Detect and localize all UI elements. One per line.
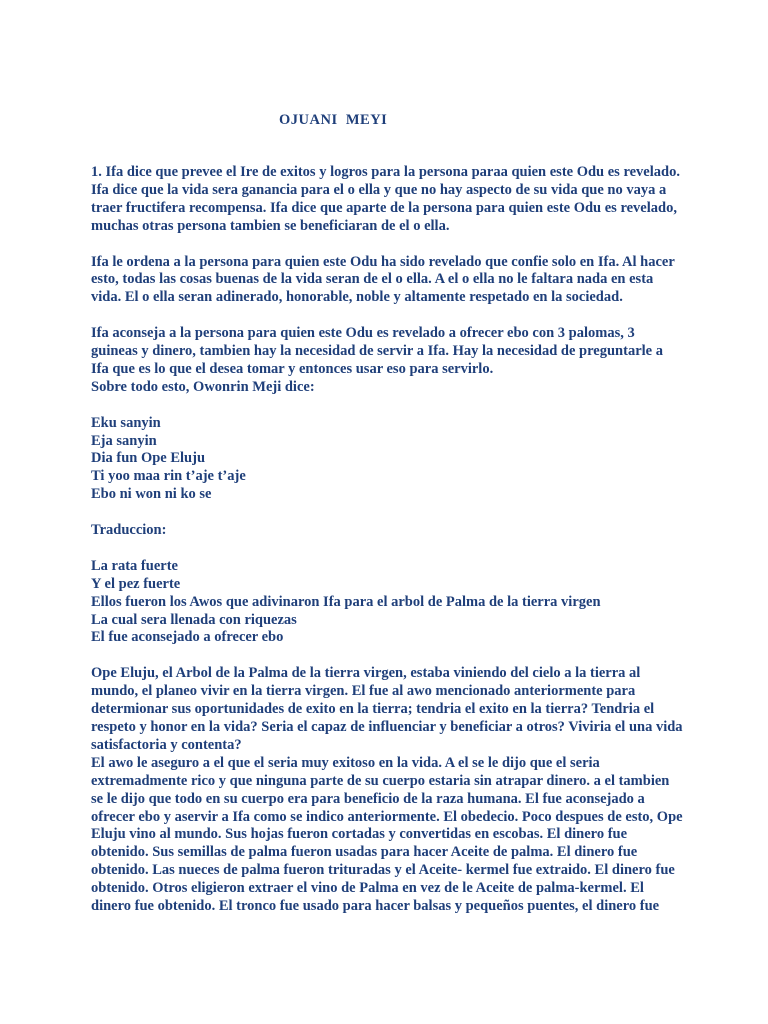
text-line: traer fructifera recompensa. Ifa dice que aparte de la persona para quien este Odu es revelado, bbox=[91, 199, 677, 216]
text-line: Ellos fueron los Awos que adivinaron Ifa para el arbol de Palma de la tierra virgen bbox=[91, 593, 601, 610]
text-line: Ifa que es lo que el desea tomar y entonces usar eso para servirlo. bbox=[91, 360, 494, 377]
text-line: Eku sanyin bbox=[91, 414, 161, 431]
text-line: El awo le aseguro a el que el seria muy exitoso en la vida. A el se le dijo que el seria bbox=[91, 754, 600, 771]
text-line: Ifa dice que la vida sera ganancia para el o ella y que no hay aspecto de su vida que no vaya a bbox=[91, 181, 667, 198]
text-line: determionar sus oportunidades de exito en la tierra; tendria el exito en la tierra? Tendria el bbox=[91, 701, 655, 718]
text-line: Ifa aconseja a la persona para quien este Odu es revelado a ofrecer ebo con 3 palomas, 3 bbox=[91, 325, 635, 342]
text-line: obtenido. Sus semillas de palma fueron usadas para hacer Aceite de palma. El dinero fue bbox=[91, 844, 638, 861]
text-line: extremadmente rico y que ninguna parte de su cuerpo estaria sin atrapar dinero. a el tambien bbox=[91, 772, 670, 789]
text-line: Eluju vino al mundo. Sus hojas fueron cortadas y convertidas en escobas. El dinero fue bbox=[91, 826, 628, 843]
paragraph-gap bbox=[91, 504, 721, 522]
paragraph-gap bbox=[91, 236, 721, 254]
text-line: esto, todas las cosas buenas de la vida seran de el o ella. A el o ella no le faltara nada en esta bbox=[91, 271, 654, 288]
text-line: Sobre todo esto, Owonrin Meji dice: bbox=[91, 378, 315, 395]
paragraph-gap bbox=[91, 397, 721, 415]
page-title: OJUANI MEYI bbox=[279, 112, 388, 128]
text-line: muchas otras persona tambien se beneficiaran de el o ella. bbox=[91, 217, 450, 234]
text-line: El fue aconsejado a ofrecer ebo bbox=[91, 629, 284, 646]
paragraph-gap bbox=[91, 647, 721, 665]
text-line: Ope Eluju, el Arbol de la Palma de la tierra virgen, estaba viniendo del cielo a la tierra al bbox=[91, 665, 641, 682]
text-line: Ifa le ordena a la persona para quien este Odu ha sido revelado que confie solo en Ifa. Al hacer bbox=[91, 253, 675, 270]
text-line: obtenido. Las nueces de palma fueron trituradas y el Aceite- kermel fue extraido. El dinero fue bbox=[91, 862, 675, 879]
text-line: guineas y dinero, tambien hay la necesidad de servir a Ifa. Hay la necesidad de preguntarle a bbox=[91, 343, 663, 360]
document-body bbox=[91, 164, 721, 916]
text-line: respeto y honor en la vida? Seria el capaz de influenciar y beneficiar a otros? Viviria el una vida bbox=[91, 719, 683, 735]
text-line: Dia fun Ope Eluju bbox=[91, 450, 206, 467]
text-line: obtenido. Otros eligieron extraer el vino de Palma en vez de le Aceite de palma-kermel. El bbox=[91, 880, 644, 897]
text-line: 1. Ifa dice que prevee el Ire de exitos y logros para la persona paraa quien este Odu es revelado. bbox=[91, 164, 680, 180]
text-line: Ti yoo maa rin t’aje t’aje bbox=[91, 468, 246, 485]
text-line: La rata fuerte bbox=[91, 557, 178, 574]
text-line: La cual sera llenada con riquezas bbox=[91, 611, 297, 628]
text-line: ofrecer ebo y aservir a Ifa como se indico anteriormente. El obedecio. Poco despues de esto, Ope bbox=[91, 808, 683, 825]
paragraph-gap bbox=[91, 540, 721, 558]
text-line: mundo, el planeo vivir en la tierra virgen. El fue al awo mencionado anteriormente para bbox=[91, 683, 636, 700]
paragraph-gap bbox=[91, 307, 721, 325]
text-line: vida. El o ella seran adinerado, honorable, noble y altamente respetado en la sociedad. bbox=[91, 289, 623, 306]
text-line: dinero fue obtenido. El tronco fue usado para hacer balsas y pequeños puentes, el dinero fue bbox=[91, 898, 660, 915]
text-line: se le dijo que todo en su cuerpo era para beneficio de la raza humana. El fue aconsejado a bbox=[91, 790, 645, 807]
text-line: Eja sanyin bbox=[91, 432, 157, 449]
text-line: satisfactoria y contenta? bbox=[91, 736, 242, 753]
text-line: Y el pez fuerte bbox=[91, 575, 181, 592]
text-line: Ebo ni won ni ko se bbox=[91, 486, 212, 503]
text-line: Traduccion: bbox=[91, 522, 167, 539]
